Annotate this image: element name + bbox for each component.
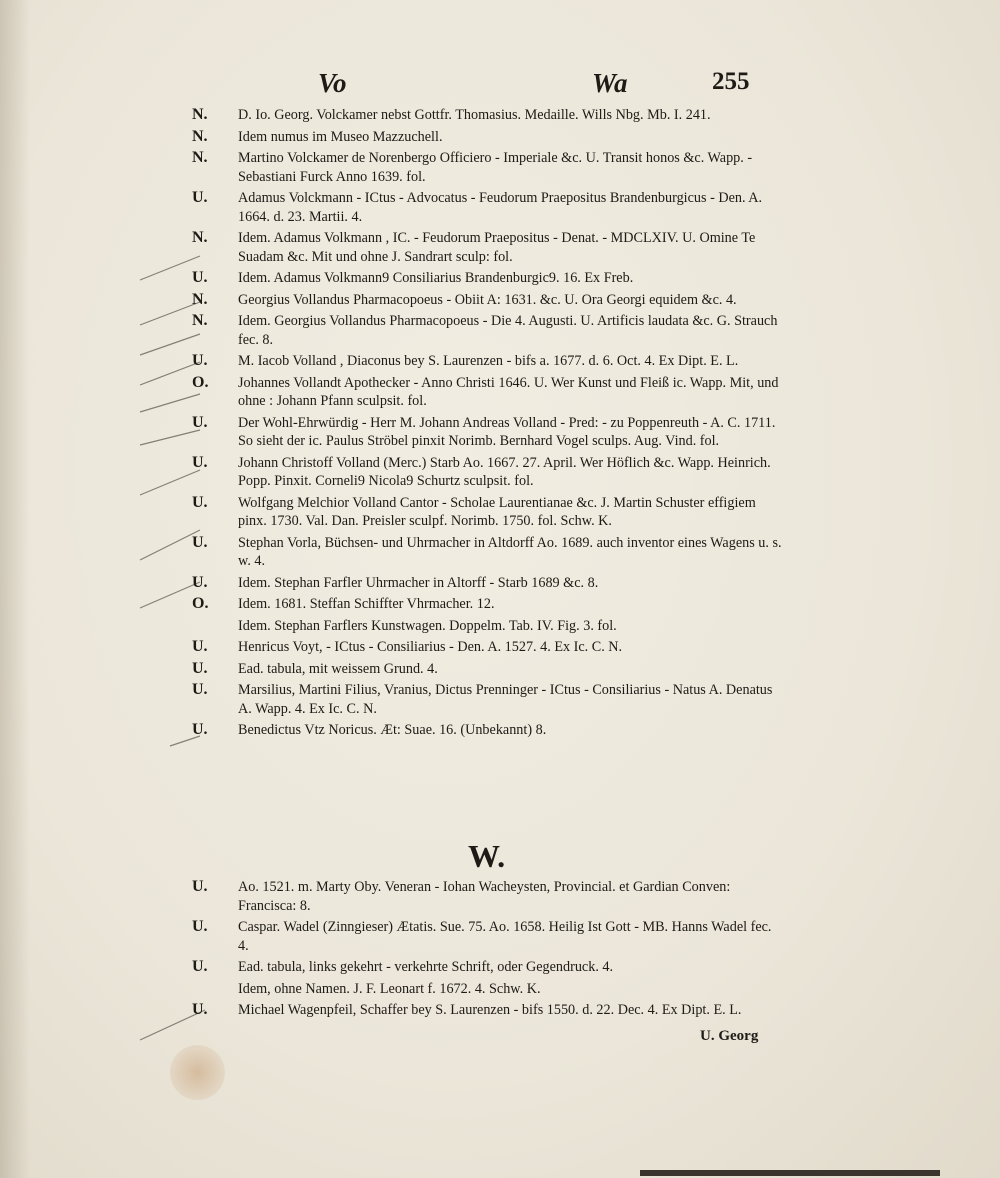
entry-list-w xyxy=(192,878,782,1023)
list-item xyxy=(192,189,782,226)
list-item xyxy=(192,454,782,491)
entry-text: Benedictus Vtz Noricus. Æt: Suae. 16. (Unbekannt) 8. xyxy=(238,722,547,738)
entry-mark: U. xyxy=(192,453,208,471)
entry-text: Georgius Vollandus Pharmacopoeus - Obiit A: 1631. &c. U. Ora Georgi equidem &c. 4. xyxy=(238,291,737,308)
entry-mark: U. xyxy=(192,878,208,895)
entry-text: D. Io. Georg. Volckamer nebst Gottfr. Thomasius. Medaille. Wills Nbg. Mb. I. 241. xyxy=(238,107,711,123)
entry-mark: U. xyxy=(192,413,208,431)
section-heading: W. xyxy=(468,838,506,874)
list-item xyxy=(192,374,782,411)
entry-mark: N. xyxy=(192,290,208,308)
list-item xyxy=(192,128,782,147)
running-header xyxy=(0,68,1000,108)
list-item xyxy=(192,106,782,125)
list-item xyxy=(192,291,782,310)
entry-mark: N. xyxy=(192,127,208,145)
entry-text: Ao. 1521. m. Marty Oby. Veneran - Iohan Wacheysten, Provincial. et Gardian Conven: Francisca: 8. xyxy=(238,879,731,914)
list-item xyxy=(192,352,782,371)
list-item xyxy=(192,534,782,571)
header-left: Vo xyxy=(318,68,347,98)
list-item xyxy=(192,312,782,349)
list-item xyxy=(192,660,782,679)
catchword: U. Georg xyxy=(700,1028,759,1044)
entry-text: Henricus Voyt, - ICtus - Consiliarius - Den. A. 1527. 4. Ex Ic. C. N. xyxy=(238,639,623,655)
list-item xyxy=(192,721,782,740)
list-item xyxy=(192,269,782,288)
list-item xyxy=(192,918,782,955)
entry-text: Marsilius, Martini Filius, Vranius, Dictus Prenninger - ICtus - Consiliarius - Natus A. Denatus A. Wapp. 4. Ex Ic. C. N. xyxy=(238,682,773,717)
list-item xyxy=(192,617,782,636)
entry-mark: U. xyxy=(192,638,208,655)
entry-text: Adamus Volckmann - ICtus - Advocatus - Feudorum Praepositus Brandenburgicus - Den. A. 1664. d. 23. Martii. 4. xyxy=(238,190,763,225)
entry-text: Michael Wagenpfeil, Schaffer bey S. Laurenzen - bifs 1550. d. 22. Dec. 4. Ex Dipt. E. L. xyxy=(238,1002,742,1018)
entry-text: Martino Volckamer de Norenbergo Officiero - Imperiale &c. U. Transit honos &c. Wapp. - Sebastiani Furck Anno 1639. fol. xyxy=(238,150,753,185)
entry-mark: O. xyxy=(192,595,209,612)
list-item xyxy=(192,980,782,999)
entry-mark: U. xyxy=(192,958,208,975)
list-item xyxy=(192,494,782,531)
entry-text: Johann Christoff Volland (Merc.) Starb Ao. 1667. 27. April. Wer Höflich &c. Wapp. Heinrich. Popp. Pinxit. Corneli9 Nicola9 Schurtz sculpsit. fol. xyxy=(238,454,771,489)
entry-mark: U. xyxy=(192,721,208,738)
list-item xyxy=(192,414,782,451)
entry-mark: N. xyxy=(192,106,208,123)
entry-text: Idem numus im Museo Mazzuchell. xyxy=(238,128,443,145)
entry-text: Caspar. Wadel (Zinngieser) Ætatis. Sue. 75. Ao. 1658. Heilig Ist Gott - MB. Hanns Wadel fec. 4. xyxy=(238,919,772,954)
entry-mark: N. xyxy=(192,312,208,329)
list-item xyxy=(192,878,782,915)
entry-mark: U. xyxy=(192,493,208,511)
entry-text: Der Wohl-Ehrwürdig - Herr M. Johann Andreas Volland - Pred: - zu Poppenreuth - A. C. 1711. So sieht der ic. Paulus Ströbel pinxit Norimb. Bernhard Vogel sculps. Aug. Vind. fol. xyxy=(238,414,776,449)
entry-mark: U. xyxy=(192,269,208,286)
entry-mark: U. xyxy=(192,918,208,935)
page-number: 255 xyxy=(712,68,750,95)
entry-mark: U. xyxy=(192,1001,208,1018)
list-item xyxy=(192,229,782,266)
entry-mark: N. xyxy=(192,149,208,166)
entry-mark: U. xyxy=(192,681,208,698)
entry-text: Idem. Georgius Vollandus Pharmacopoeus - Die 4. Augusti. U. Artificis laudata &c. G. Strauch fec. 8. xyxy=(238,313,778,348)
entry-text: Idem. Stephan Farfler Uhrmacher in Altorff - Starb 1689 &c. 8. xyxy=(238,574,599,591)
list-item xyxy=(192,958,782,977)
entry-text: Idem, ohne Namen. J. F. Leonart f. 1672. 4. Schw. K. xyxy=(238,980,541,997)
list-item xyxy=(192,574,782,593)
entry-text: Wolfgang Melchior Volland Cantor - Scholae Laurentianae &c. J. Martin Schuster effigiem pinx. 1730. Val. Dan. Preisler sculpf. Norimb. 1750. fol. Schw. K. xyxy=(238,494,756,529)
entry-text: Ead. tabula, links gekehrt - verkehrte Schrift, oder Gegendruck. 4. xyxy=(238,959,614,975)
entry-mark: U. xyxy=(192,659,208,677)
entry-list xyxy=(192,106,782,743)
entry-text: Stephan Vorla, Büchsen- und Uhrmacher in Altdorff Ao. 1689. auch inventor eines Wagens u. s. w. 4. xyxy=(238,534,782,569)
entry-text: Idem. Adamus Volkmann9 Consiliarius Brandenburgic9. 16. Ex Freb. xyxy=(238,270,634,286)
entry-mark: N. xyxy=(192,229,208,246)
list-item xyxy=(192,681,782,718)
entry-mark: U. xyxy=(192,189,208,206)
list-item xyxy=(192,1001,782,1020)
entry-mark: O. xyxy=(192,373,209,391)
entry-text: Idem. Adamus Volkmann , IC. - Feudorum Praepositus - Denat. - MDCLXIV. U. Omine Te Suadam &c. Mit und ohne J. Sandrart sculp: fol. xyxy=(238,230,756,265)
entry-mark: U. xyxy=(192,533,208,551)
entry-text: M. Iacob Volland , Diaconus bey S. Laurenzen - bifs a. 1677. d. 6. Oct. 4. Ex Dipt. E. L. xyxy=(238,353,739,369)
header-middle: Wa xyxy=(592,68,628,98)
list-item xyxy=(192,595,782,614)
page-edge xyxy=(640,1170,940,1176)
entry-text: Johannes Vollandt Apothecker - Anno Christi 1646. U. Wer Kunst und Fleiß ic. Wapp. Mit, und ohne : Johann Pfann sculpsit. fol. xyxy=(238,374,779,409)
list-item xyxy=(192,149,782,186)
entry-mark: U. xyxy=(192,573,208,591)
list-item xyxy=(192,638,782,657)
entry-mark: U. xyxy=(192,352,208,369)
entry-text: Idem. 1681. Steffan Schiffter Vhrmacher. 12. xyxy=(238,596,495,612)
entry-text: Idem. Stephan Farflers Kunstwagen. Doppelm. Tab. IV. Fig. 3. fol. xyxy=(238,617,617,634)
entry-text: Ead. tabula, mit weissem Grund. 4. xyxy=(238,660,438,677)
